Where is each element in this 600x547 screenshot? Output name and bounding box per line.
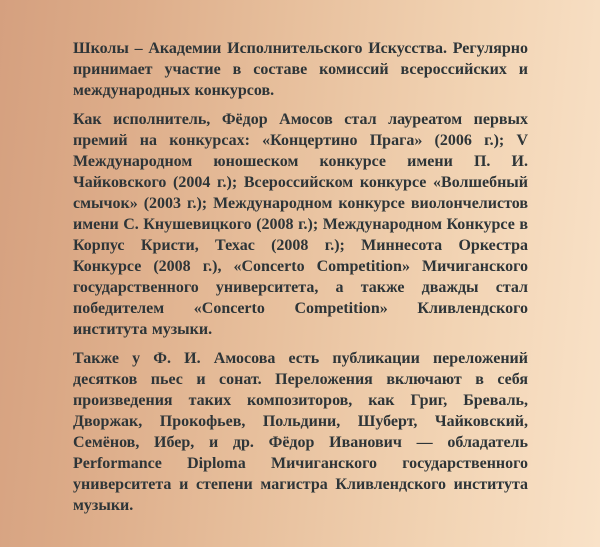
biography-text	[73, 38, 528, 516]
paragraph-publications-degrees: Также у Ф. И. Амосова есть публикации переложений десятков пьес и сонат. Переложения включают в себя произведения таких композиторов, как Григ, Бреваль, Дворжак, Прокофьев, Польдини, Шуберт, Чайковский, Семёнов, Ибер, и др. Фёдор Иванович — обладатель Performance Diploma Мичиганского государственного университета и степени магистра Кливлендского института музыки.	[73, 350, 528, 514]
paragraph-schools-academies: Школы – Академии Исполнительского Искусства. Регулярно принимает участие в составе комиссий всероссийских и международных конкурсов.	[73, 40, 528, 99]
paragraph-competitions: Как исполнитель, Фёдор Амосов стал лауреатом первых премий на конкурсах: «Концертино Прага» (2006 г.); V Международном юношеском конкурсе имени П. И. Чайковского (2004 г.); Всероссийском конкурсе «Волшебный смычок» (2003 г.); Международном конкурсе виолончелистов имени С. Кнушевицкого (2008 г.); Международном Конкурсе в Корпус Кристи, Техас (2008 г.); Миннесота Оркестра Конкурсе (2008 г.), «Concerto Competition» Мичиганского государственного университета, а также дважды стал победителем «Concerto Competition» Кливлендского института музыки.	[73, 111, 528, 338]
